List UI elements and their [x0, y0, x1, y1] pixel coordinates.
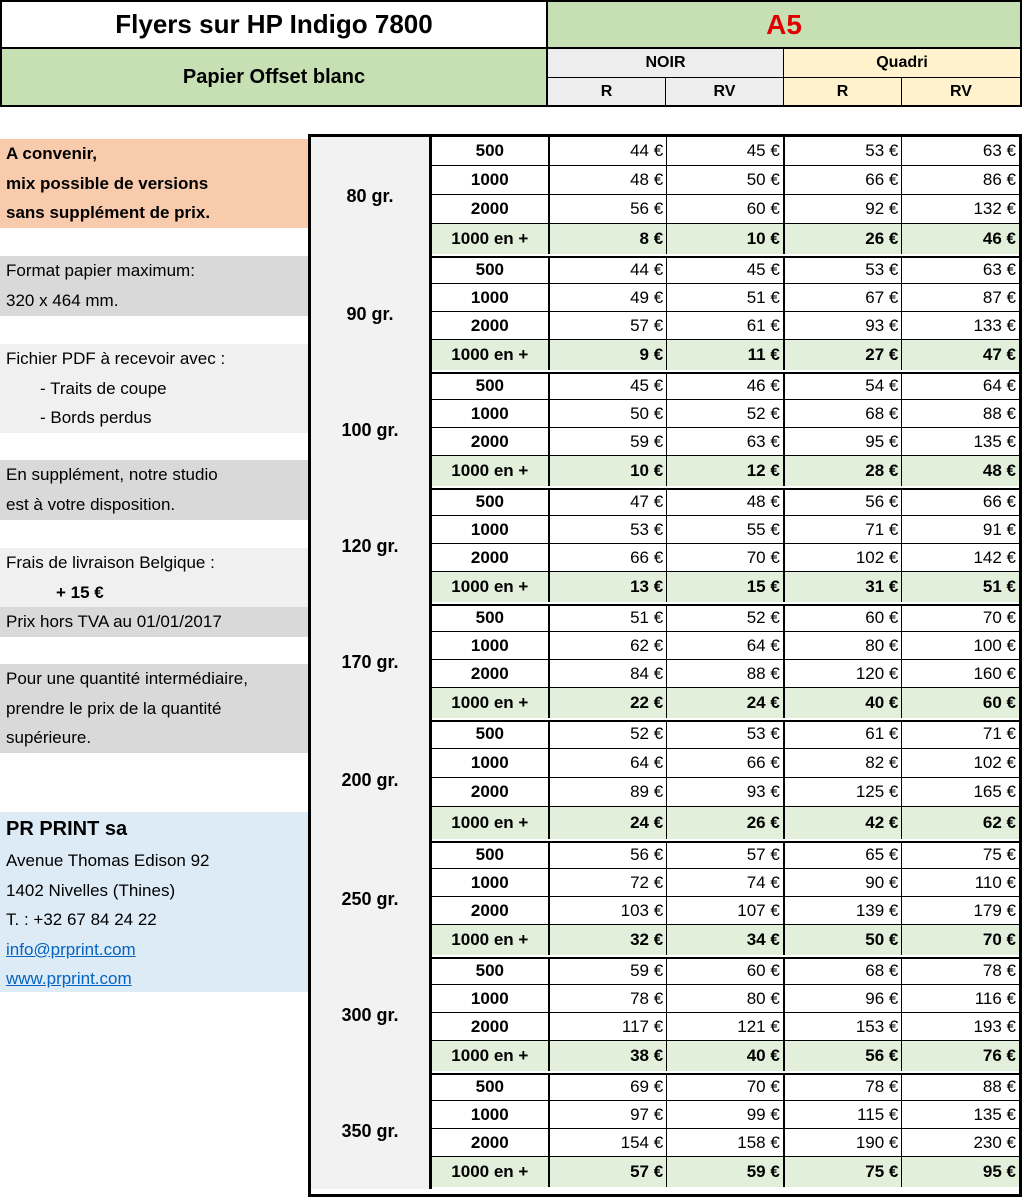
price-quadri-rv: 135 €: [973, 1104, 1016, 1124]
price-quadri-r: 125 €: [785, 778, 903, 806]
weight-group: [311, 256, 1019, 374]
price-quadri-r: 67 €: [785, 284, 903, 311]
price-noir-rv: 11 €: [667, 340, 785, 370]
company-phone: T. : +32 67 84 24 22: [6, 910, 157, 929]
price-quadri-r: 153 €: [785, 1013, 903, 1040]
price-noir-rv: 45 €: [667, 256, 785, 283]
price-noir-r: 84 €: [550, 660, 668, 687]
price-row-extra: [432, 224, 1019, 254]
price-quadri-rv: 47 €: [982, 345, 1016, 364]
price-quadri-r: 68 €: [785, 400, 903, 427]
price-row: [432, 284, 1019, 312]
price-quadri-r: 28 €: [785, 456, 903, 486]
price-noir-rv: 107 €: [667, 897, 785, 924]
info-line: Format papier maximum:: [6, 261, 195, 280]
price-row: [432, 604, 1019, 632]
weight-cell: 120 gr.: [311, 488, 432, 604]
price-quadri-rv: 71 €: [982, 724, 1016, 743]
price-quadri-r: 102 €: [785, 544, 903, 571]
weight-cell: 200 gr.: [311, 720, 432, 841]
price-quadri-r: 82 €: [785, 749, 903, 777]
price-noir-rv: 60 €: [667, 957, 785, 984]
info-line: - Traits de coupe: [40, 378, 167, 398]
price-noir-rv: 99 €: [667, 1101, 785, 1128]
company-email-link[interactable]: info@prprint.com: [6, 939, 136, 959]
price-quadri-r: 92 €: [785, 195, 903, 223]
price-quadri-rv: 179 €: [973, 900, 1016, 920]
price-quadri-rv: 91 €: [982, 519, 1016, 539]
info-delivery: [0, 548, 308, 607]
price-row-extra: [432, 688, 1019, 718]
format-label: A5: [548, 0, 1022, 49]
price-noir-rv: 50 €: [667, 166, 785, 194]
price-quadri-rv: 142 €: [973, 547, 1016, 567]
price-row: [432, 1073, 1019, 1101]
price-row-extra: [432, 572, 1019, 602]
price-quadri-r: 139 €: [785, 897, 903, 924]
price-noir-r: 53 €: [550, 516, 668, 543]
price-noir-rv: 59 €: [667, 1157, 785, 1187]
info-pdf: [0, 344, 308, 433]
quantity-cell: 1000: [432, 284, 550, 311]
price-quadri-rv: 110 €: [974, 872, 1016, 892]
quantity-cell: 2000: [432, 660, 550, 687]
noir-r-header: R: [548, 78, 666, 107]
price-noir-rv: 61 €: [667, 312, 785, 339]
price-quadri-rv: 230 €: [973, 1132, 1016, 1152]
quantity-cell: 1000: [432, 985, 550, 1012]
price-row-extra: [432, 1157, 1019, 1187]
quantity-cell: 500: [432, 137, 550, 165]
price-noir-r: 66 €: [550, 544, 668, 571]
quantity-cell: 2000: [432, 1013, 550, 1040]
price-noir-r: 10 €: [550, 456, 668, 486]
quadri-r-header: R: [784, 78, 902, 107]
price-quadri-rv: 116 €: [974, 988, 1016, 1008]
price-noir-r: 64 €: [550, 749, 668, 777]
price-quadri-r: 96 €: [785, 985, 903, 1012]
price-noir-rv: 93 €: [667, 778, 785, 806]
price-quadri-r: 71 €: [785, 516, 903, 543]
price-quadri-r: 65 €: [785, 841, 903, 868]
price-row: [432, 137, 1019, 166]
price-noir-rv: 53 €: [667, 720, 785, 748]
info-line: Frais de livraison Belgique :: [6, 553, 215, 572]
price-quadri-r: 56 €: [785, 1041, 903, 1071]
price-quadri-rv: 86 €: [982, 170, 1016, 189]
price-quadri-rv: 100 €: [973, 635, 1016, 655]
price-noir-rv: 24 €: [667, 688, 785, 718]
weight-cell: 80 gr.: [311, 137, 432, 256]
price-row: [432, 1101, 1019, 1129]
price-quadri-r: 78 €: [785, 1073, 903, 1100]
price-quadri-rv: 95 €: [982, 1162, 1016, 1181]
price-quadri-r: 75 €: [785, 1157, 903, 1187]
price-quadri-rv: 63 €: [982, 259, 1016, 279]
quantity-cell: 1000 en +: [432, 224, 550, 254]
price-noir-rv: 74 €: [667, 869, 785, 896]
price-noir-rv: 64 €: [667, 632, 785, 659]
price-row: [432, 195, 1019, 224]
price-quadri-r: 90 €: [785, 869, 903, 896]
price-noir-r: 89 €: [550, 778, 668, 806]
price-noir-rv: 12 €: [667, 456, 785, 486]
price-quadri-r: 40 €: [785, 688, 903, 718]
price-noir-r: 56 €: [550, 195, 668, 223]
price-noir-r: 22 €: [550, 688, 668, 718]
price-quadri-rv: 46 €: [982, 229, 1016, 248]
price-table: [308, 134, 1022, 1197]
price-noir-r: 59 €: [550, 428, 668, 455]
sheet-title: Flyers sur HP Indigo 7800: [0, 0, 548, 49]
quantity-cell: 1000 en +: [432, 688, 550, 718]
info-line: mix possible de versions: [6, 173, 209, 193]
price-quadri-rv: 88 €: [982, 403, 1016, 423]
price-row-extra: [432, 456, 1019, 486]
noir-header: NOIR: [548, 49, 784, 78]
price-quadri-rv: 165 €: [973, 782, 1016, 801]
company-city: 1402 Nivelles (Thines): [6, 880, 176, 900]
price-quadri-r: 42 €: [785, 807, 903, 839]
info-line: - Bords perdus: [40, 408, 152, 427]
weight-group: [311, 1073, 1019, 1189]
price-noir-rv: 15 €: [667, 572, 785, 602]
price-quadri-r: 26 €: [785, 224, 903, 254]
price-quadri-r: 93 €: [785, 312, 903, 339]
price-noir-rv: 55 €: [667, 516, 785, 543]
price-noir-r: 59 €: [550, 957, 668, 984]
price-row: [432, 869, 1019, 897]
price-noir-rv: 40 €: [667, 1041, 785, 1071]
price-noir-r: 154 €: [550, 1129, 668, 1156]
price-noir-r: 38 €: [550, 1041, 668, 1071]
company-block: [0, 812, 308, 992]
price-noir-rv: 48 €: [667, 488, 785, 515]
price-row: [432, 516, 1019, 544]
price-row: [432, 428, 1019, 456]
quantity-cell: 500: [432, 488, 550, 515]
quantity-cell: 1000 en +: [432, 1157, 550, 1187]
weight-cell: 100 gr.: [311, 372, 432, 488]
price-noir-r: 51 €: [550, 604, 668, 631]
quantity-cell: 1000: [432, 632, 550, 659]
quantity-cell: 2000: [432, 195, 550, 223]
price-row: [432, 1129, 1019, 1157]
price-row-extra: [432, 340, 1019, 370]
quantity-cell: 2000: [432, 1129, 550, 1156]
price-noir-r: 9 €: [550, 340, 668, 370]
quantity-cell: 1000 en +: [432, 572, 550, 602]
paper-type-label: Papier Offset blanc: [0, 49, 548, 107]
price-noir-r: 52 €: [550, 720, 668, 748]
info-line: En supplément, notre studio: [6, 465, 218, 484]
info-studio: [0, 460, 308, 520]
price-noir-rv: 80 €: [667, 985, 785, 1012]
price-quadri-rv: 193 €: [973, 1016, 1016, 1036]
price-row: [432, 256, 1019, 284]
price-quadri-rv: 88 €: [982, 1076, 1016, 1096]
quantity-cell: 500: [432, 720, 550, 748]
price-noir-r: 62 €: [550, 632, 668, 659]
price-noir-r: 50 €: [550, 400, 668, 427]
price-quadri-rv: 102 €: [973, 753, 1016, 772]
info-line: Fichier PDF à recevoir avec :: [6, 349, 226, 368]
price-row: [432, 749, 1019, 778]
info-line: est à votre disposition.: [6, 494, 176, 514]
price-row-extra: [432, 925, 1019, 955]
weight-group: [311, 720, 1019, 843]
price-quadri-r: 53 €: [785, 256, 903, 283]
price-noir-r: 56 €: [550, 841, 668, 868]
price-noir-rv: 45 €: [667, 137, 785, 165]
price-row: [432, 632, 1019, 660]
price-quadri-rv: 160 €: [973, 663, 1016, 683]
quantity-cell: 500: [432, 841, 550, 868]
price-noir-r: 117 €: [550, 1013, 668, 1040]
weight-group: [311, 372, 1019, 490]
price-noir-r: 45 €: [550, 372, 668, 399]
quantity-cell: 500: [432, 1073, 550, 1100]
price-row-extra: [432, 1041, 1019, 1071]
price-noir-rv: 66 €: [667, 749, 785, 777]
info-line: sans supplément de prix.: [6, 203, 211, 222]
price-quadri-rv: 62 €: [982, 813, 1016, 832]
price-quadri-r: 53 €: [785, 137, 903, 165]
price-noir-rv: 46 €: [667, 372, 785, 399]
quantity-cell: 1000 en +: [432, 925, 550, 955]
company-web-link[interactable]: www.prprint.com: [6, 969, 132, 988]
info-line: 320 x 464 mm.: [6, 290, 119, 310]
quantity-cell: 2000: [432, 428, 550, 455]
quadri-rv-header: RV: [902, 78, 1022, 107]
weight-cell: 170 gr.: [311, 604, 432, 720]
quantity-cell: 1000 en +: [432, 807, 550, 839]
weight-group: [311, 604, 1019, 722]
quantity-cell: 1000 en +: [432, 456, 550, 486]
price-row: [432, 897, 1019, 925]
quantity-cell: 2000: [432, 897, 550, 924]
price-row: [432, 660, 1019, 688]
price-row-extra: [432, 807, 1019, 839]
info-convenir: [0, 139, 308, 228]
quantity-cell: 1000 en +: [432, 340, 550, 370]
price-noir-rv: 51 €: [667, 284, 785, 311]
price-quadri-rv: 60 €: [982, 693, 1016, 712]
price-quadri-rv: 66 €: [982, 491, 1016, 511]
price-quadri-rv: 132 €: [973, 199, 1016, 218]
quantity-cell: 1000: [432, 166, 550, 194]
price-noir-rv: 70 €: [667, 1073, 785, 1100]
price-noir-rv: 52 €: [667, 604, 785, 631]
price-quadri-rv: 87 €: [982, 287, 1016, 307]
weight-group: [311, 841, 1019, 959]
price-quadri-r: 31 €: [785, 572, 903, 602]
price-quadri-r: 120 €: [785, 660, 903, 687]
quantity-cell: 2000: [432, 312, 550, 339]
weight-cell: 250 gr.: [311, 841, 432, 957]
price-noir-r: 97 €: [550, 1101, 668, 1128]
quantity-cell: 500: [432, 256, 550, 283]
weight-group: [311, 137, 1019, 258]
price-noir-r: 44 €: [550, 256, 668, 283]
price-row: [432, 312, 1019, 340]
price-noir-r: 47 €: [550, 488, 668, 515]
quantity-cell: 1000: [432, 400, 550, 427]
weight-group: [311, 957, 1019, 1075]
price-quadri-rv: 51 €: [982, 577, 1016, 596]
info-tva: Prix hors TVA au 01/01/2017: [0, 607, 308, 637]
info-intermediate: [0, 664, 308, 753]
price-quadri-r: 115 €: [785, 1101, 903, 1128]
price-noir-rv: 63 €: [667, 428, 785, 455]
price-noir-rv: 121 €: [667, 1013, 785, 1040]
price-row: [432, 372, 1019, 400]
price-quadri-r: 68 €: [785, 957, 903, 984]
price-noir-r: 24 €: [550, 807, 668, 839]
price-quadri-r: 66 €: [785, 166, 903, 194]
price-noir-r: 57 €: [550, 1157, 668, 1187]
price-noir-rv: 10 €: [667, 224, 785, 254]
quantity-cell: 1000: [432, 749, 550, 777]
price-row: [432, 778, 1019, 807]
price-row: [432, 957, 1019, 985]
price-noir-r: 57 €: [550, 312, 668, 339]
quantity-cell: 1000 en +: [432, 1041, 550, 1071]
price-row: [432, 985, 1019, 1013]
quantity-cell: 500: [432, 957, 550, 984]
price-noir-r: 49 €: [550, 284, 668, 311]
price-row: [432, 488, 1019, 516]
price-row: [432, 841, 1019, 869]
price-quadri-r: 61 €: [785, 720, 903, 748]
weight-cell: 90 gr.: [311, 256, 432, 372]
info-format-max: [0, 256, 308, 316]
price-quadri-rv: 133 €: [973, 315, 1016, 335]
quantity-cell: 1000: [432, 869, 550, 896]
price-noir-r: 13 €: [550, 572, 668, 602]
info-line: Pour une quantité intermédiaire,: [6, 669, 248, 688]
info-line: + 15 €: [56, 582, 104, 602]
price-quadri-rv: 48 €: [982, 461, 1016, 480]
weight-cell: 300 gr.: [311, 957, 432, 1073]
company-name: PR PRINT sa: [6, 818, 128, 840]
price-quadri-rv: 64 €: [982, 375, 1016, 395]
price-noir-r: 69 €: [550, 1073, 668, 1100]
price-quadri-rv: 75 €: [982, 844, 1016, 864]
price-noir-rv: 57 €: [667, 841, 785, 868]
company-street: Avenue Thomas Edison 92: [6, 851, 210, 870]
price-noir-rv: 60 €: [667, 195, 785, 223]
info-line: prendre le prix de la quantité: [6, 698, 222, 718]
price-quadri-r: 56 €: [785, 488, 903, 515]
quantity-cell: 2000: [432, 544, 550, 571]
price-row: [432, 544, 1019, 572]
quadri-header: Quadri: [784, 49, 1022, 78]
price-quadri-r: 54 €: [785, 372, 903, 399]
quantity-cell: 1000: [432, 1101, 550, 1128]
price-noir-r: 48 €: [550, 166, 668, 194]
quantity-cell: 500: [432, 604, 550, 631]
price-quadri-rv: 70 €: [982, 930, 1016, 949]
price-row: [432, 400, 1019, 428]
price-noir-r: 78 €: [550, 985, 668, 1012]
info-line: A convenir,: [6, 144, 98, 163]
price-row: [432, 720, 1019, 749]
price-noir-r: 103 €: [550, 897, 668, 924]
price-quadri-rv: 78 €: [982, 960, 1016, 980]
price-quadri-rv: 135 €: [973, 431, 1016, 451]
price-quadri-rv: 70 €: [982, 607, 1016, 627]
price-quadri-r: 80 €: [785, 632, 903, 659]
quantity-cell: 1000: [432, 516, 550, 543]
price-noir-r: 32 €: [550, 925, 668, 955]
price-row: [432, 1013, 1019, 1041]
price-noir-r: 72 €: [550, 869, 668, 896]
weight-group: [311, 488, 1019, 606]
price-noir-rv: 34 €: [667, 925, 785, 955]
price-noir-rv: 158 €: [667, 1129, 785, 1156]
noir-rv-header: RV: [666, 78, 784, 107]
price-noir-r: 8 €: [550, 224, 668, 254]
quantity-cell: 500: [432, 372, 550, 399]
weight-cell: 350 gr.: [311, 1073, 432, 1189]
info-line: supérieure.: [6, 728, 92, 747]
price-quadri-rv: 76 €: [982, 1046, 1016, 1065]
quantity-cell: 2000: [432, 778, 550, 806]
price-quadri-r: 190 €: [785, 1129, 903, 1156]
price-noir-rv: 52 €: [667, 400, 785, 427]
price-quadri-r: 27 €: [785, 340, 903, 370]
price-noir-rv: 88 €: [667, 660, 785, 687]
price-quadri-r: 95 €: [785, 428, 903, 455]
price-quadri-r: 50 €: [785, 925, 903, 955]
price-noir-r: 44 €: [550, 137, 668, 165]
price-noir-rv: 26 €: [667, 807, 785, 839]
price-quadri-rv: 63 €: [982, 141, 1016, 160]
price-row: [432, 166, 1019, 195]
price-noir-rv: 70 €: [667, 544, 785, 571]
price-quadri-r: 60 €: [785, 604, 903, 631]
